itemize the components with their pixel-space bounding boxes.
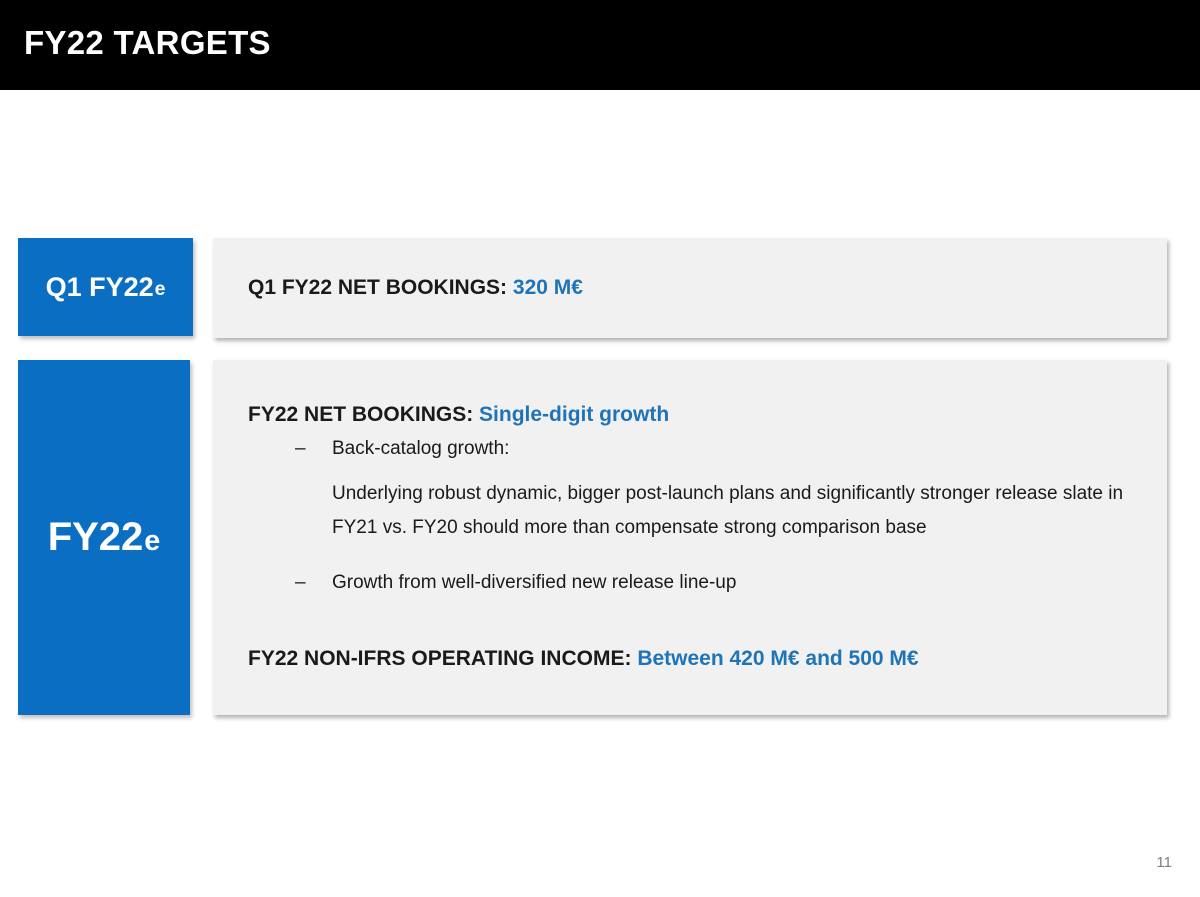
fy-net-bookings-value: Single-digit growth — [479, 403, 670, 426]
fy-tag — [18, 360, 190, 715]
fy-net-bookings-heading — [248, 403, 669, 427]
title-bar — [0, 0, 1200, 90]
q1-net-bookings-heading — [248, 276, 583, 300]
q1-tag-main: Q1 FY22 — [45, 271, 154, 302]
bullet-new-release: Growth from well-diversified new release line-up — [332, 572, 737, 593]
q1-net-bookings-label: Q1 FY22 NET BOOKINGS: — [248, 276, 513, 299]
q1-net-bookings-value: 320 M€ — [512, 276, 583, 299]
fy-panel — [213, 360, 1167, 715]
q1-tag-suffix: e — [154, 278, 166, 301]
bullet-back-catalog-detail: Underlying robust dynamic, bigger post-launch plans and significantly stronger release slate in FY21 vs. FY20 should more than compensate strong comparison base — [332, 483, 1124, 538]
page-number: 11 — [1156, 854, 1172, 871]
q1-panel — [213, 238, 1167, 338]
bullet-dash: – — [295, 572, 306, 593]
bullet-back-catalog: Back-catalog growth: — [332, 438, 510, 459]
fy-operating-income-heading — [248, 647, 919, 671]
slide-title: FY22 TARGETS — [24, 24, 271, 61]
q1-tag — [18, 238, 193, 336]
fy-operating-income-label: FY22 NON-IFRS OPERATING INCOME: — [248, 647, 638, 670]
fy-tag-main: FY22 — [47, 515, 144, 559]
bullet-dash: – — [295, 438, 306, 459]
fy-net-bookings-label: FY22 NET BOOKINGS: — [248, 403, 480, 426]
fy-tag-suffix: e — [144, 525, 161, 558]
fy-operating-income-value: Between 420 M€ and 500 M€ — [637, 647, 919, 670]
